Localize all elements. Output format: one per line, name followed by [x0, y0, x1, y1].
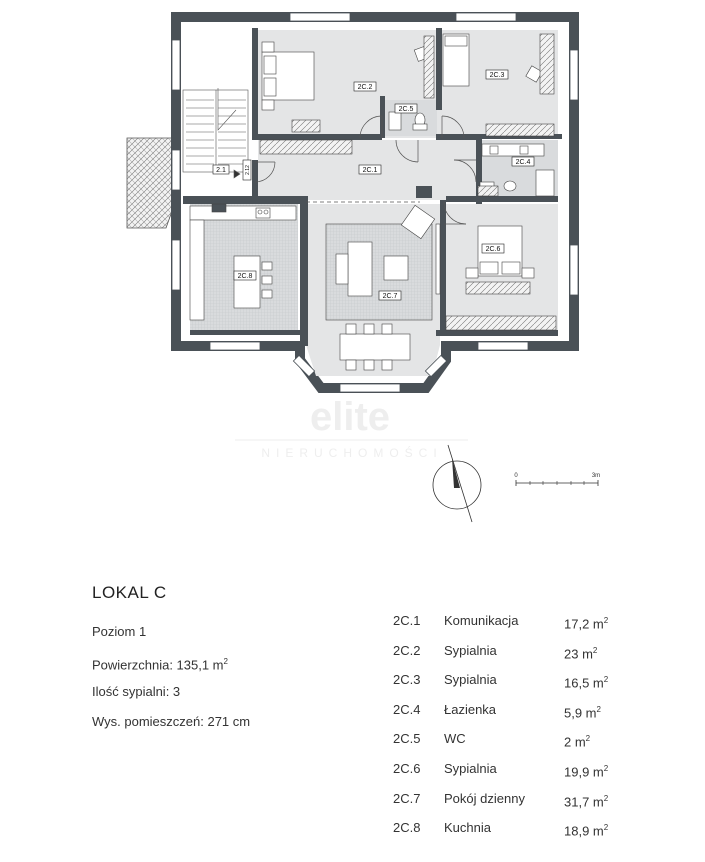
room-code: 2C.6	[393, 760, 421, 776]
room-code: 2C.5	[393, 731, 421, 747]
room-area: 18,9 $m^2$	[564, 823, 609, 839]
room-row	[393, 724, 633, 754]
room-area: 17,2 $m^2$	[564, 616, 609, 632]
unit-bedrooms: Ilość sypialni: 3	[92, 684, 181, 699]
svg-text:2C.6: 2C.6	[485, 246, 501, 253]
svg-text:2C.4: 2C.4	[515, 159, 531, 166]
room-name: Kuchnia	[444, 820, 491, 836]
room-row	[393, 784, 633, 814]
room-tag-2c6	[482, 244, 504, 253]
room-row	[393, 636, 633, 666]
svg-text:2C.3: 2C.3	[489, 72, 505, 79]
room-tag-2c1	[359, 165, 381, 174]
room-row	[393, 695, 633, 725]
unit-title: LOKAL C	[92, 583, 167, 602]
balcony	[127, 138, 176, 228]
svg-text:2C.8: 2C.8	[237, 273, 253, 280]
room-area: 19,9 $m^2$	[564, 763, 609, 780]
room-area: 23 $m^2$	[564, 645, 598, 661]
room-row	[393, 665, 633, 695]
svg-text:2C.7: 2C.7	[382, 293, 398, 300]
room-tag-2c3	[486, 70, 508, 79]
room-code: 2C.1	[393, 613, 421, 628]
room-row	[393, 606, 633, 636]
room-code: 2C.4	[393, 701, 421, 717]
svg-text:2.1: 2.1	[216, 167, 226, 174]
room-name: Sypialnia	[444, 642, 497, 658]
room-name: WC	[444, 731, 466, 747]
room-name: Komunikacja	[444, 613, 519, 628]
watermark-sub: NIERUCHOMOŚCI	[261, 446, 443, 460]
room-area: 2 $m^2$	[564, 734, 591, 750]
scale-bar	[514, 473, 600, 486]
room-name: Sypialnia	[444, 760, 497, 776]
room-row	[393, 754, 633, 784]
room-tag-2c5	[395, 104, 417, 113]
scale-start-label: 0	[514, 473, 518, 479]
unit-info	[92, 583, 250, 737]
room-tag-2c2	[354, 82, 376, 91]
room-name: Sypialnia	[444, 672, 497, 688]
svg-text:2C.5: 2C.5	[398, 106, 414, 113]
room-tag-2-1	[213, 165, 229, 174]
scale-end-label: 3m	[591, 473, 601, 479]
room-tag-2c4	[512, 157, 534, 166]
unit-area-sup: 2	[223, 657, 228, 666]
unit-area	[92, 647, 250, 677]
watermark	[235, 395, 468, 460]
room-code: 2C.7	[393, 790, 421, 806]
room-code: 2C.2	[393, 642, 421, 658]
room-area: 16,5 $m^2$	[564, 675, 609, 691]
room-name: Pokój dzienny	[444, 790, 525, 806]
svg-text:2C.1: 2C.1	[362, 167, 378, 174]
unit-height: Wys. pomieszczeń: 271 cm	[92, 714, 251, 729]
unit-level: Poziom 1	[92, 624, 147, 639]
room-code: 2C.3	[393, 672, 421, 688]
watermark-main: elite	[309, 395, 391, 439]
svg-text:2C.2: 2C.2	[357, 84, 373, 91]
room-area: 5,9 $m^2$	[564, 704, 601, 721]
unit-area-label: Powierzchnia: 135,1 m	[92, 657, 224, 673]
room-tag-2-12	[243, 160, 251, 180]
room-name: Łazienka	[444, 701, 497, 717]
room-area: 31,7 $m^2$	[564, 793, 609, 809]
room-row	[393, 813, 633, 843]
room-tag-2c8	[234, 271, 256, 280]
svg-text:2.12: 2.12	[245, 165, 251, 175]
room-code: 2C.8	[393, 820, 421, 836]
room-list	[393, 606, 633, 843]
room-tag-2c7	[379, 291, 401, 300]
